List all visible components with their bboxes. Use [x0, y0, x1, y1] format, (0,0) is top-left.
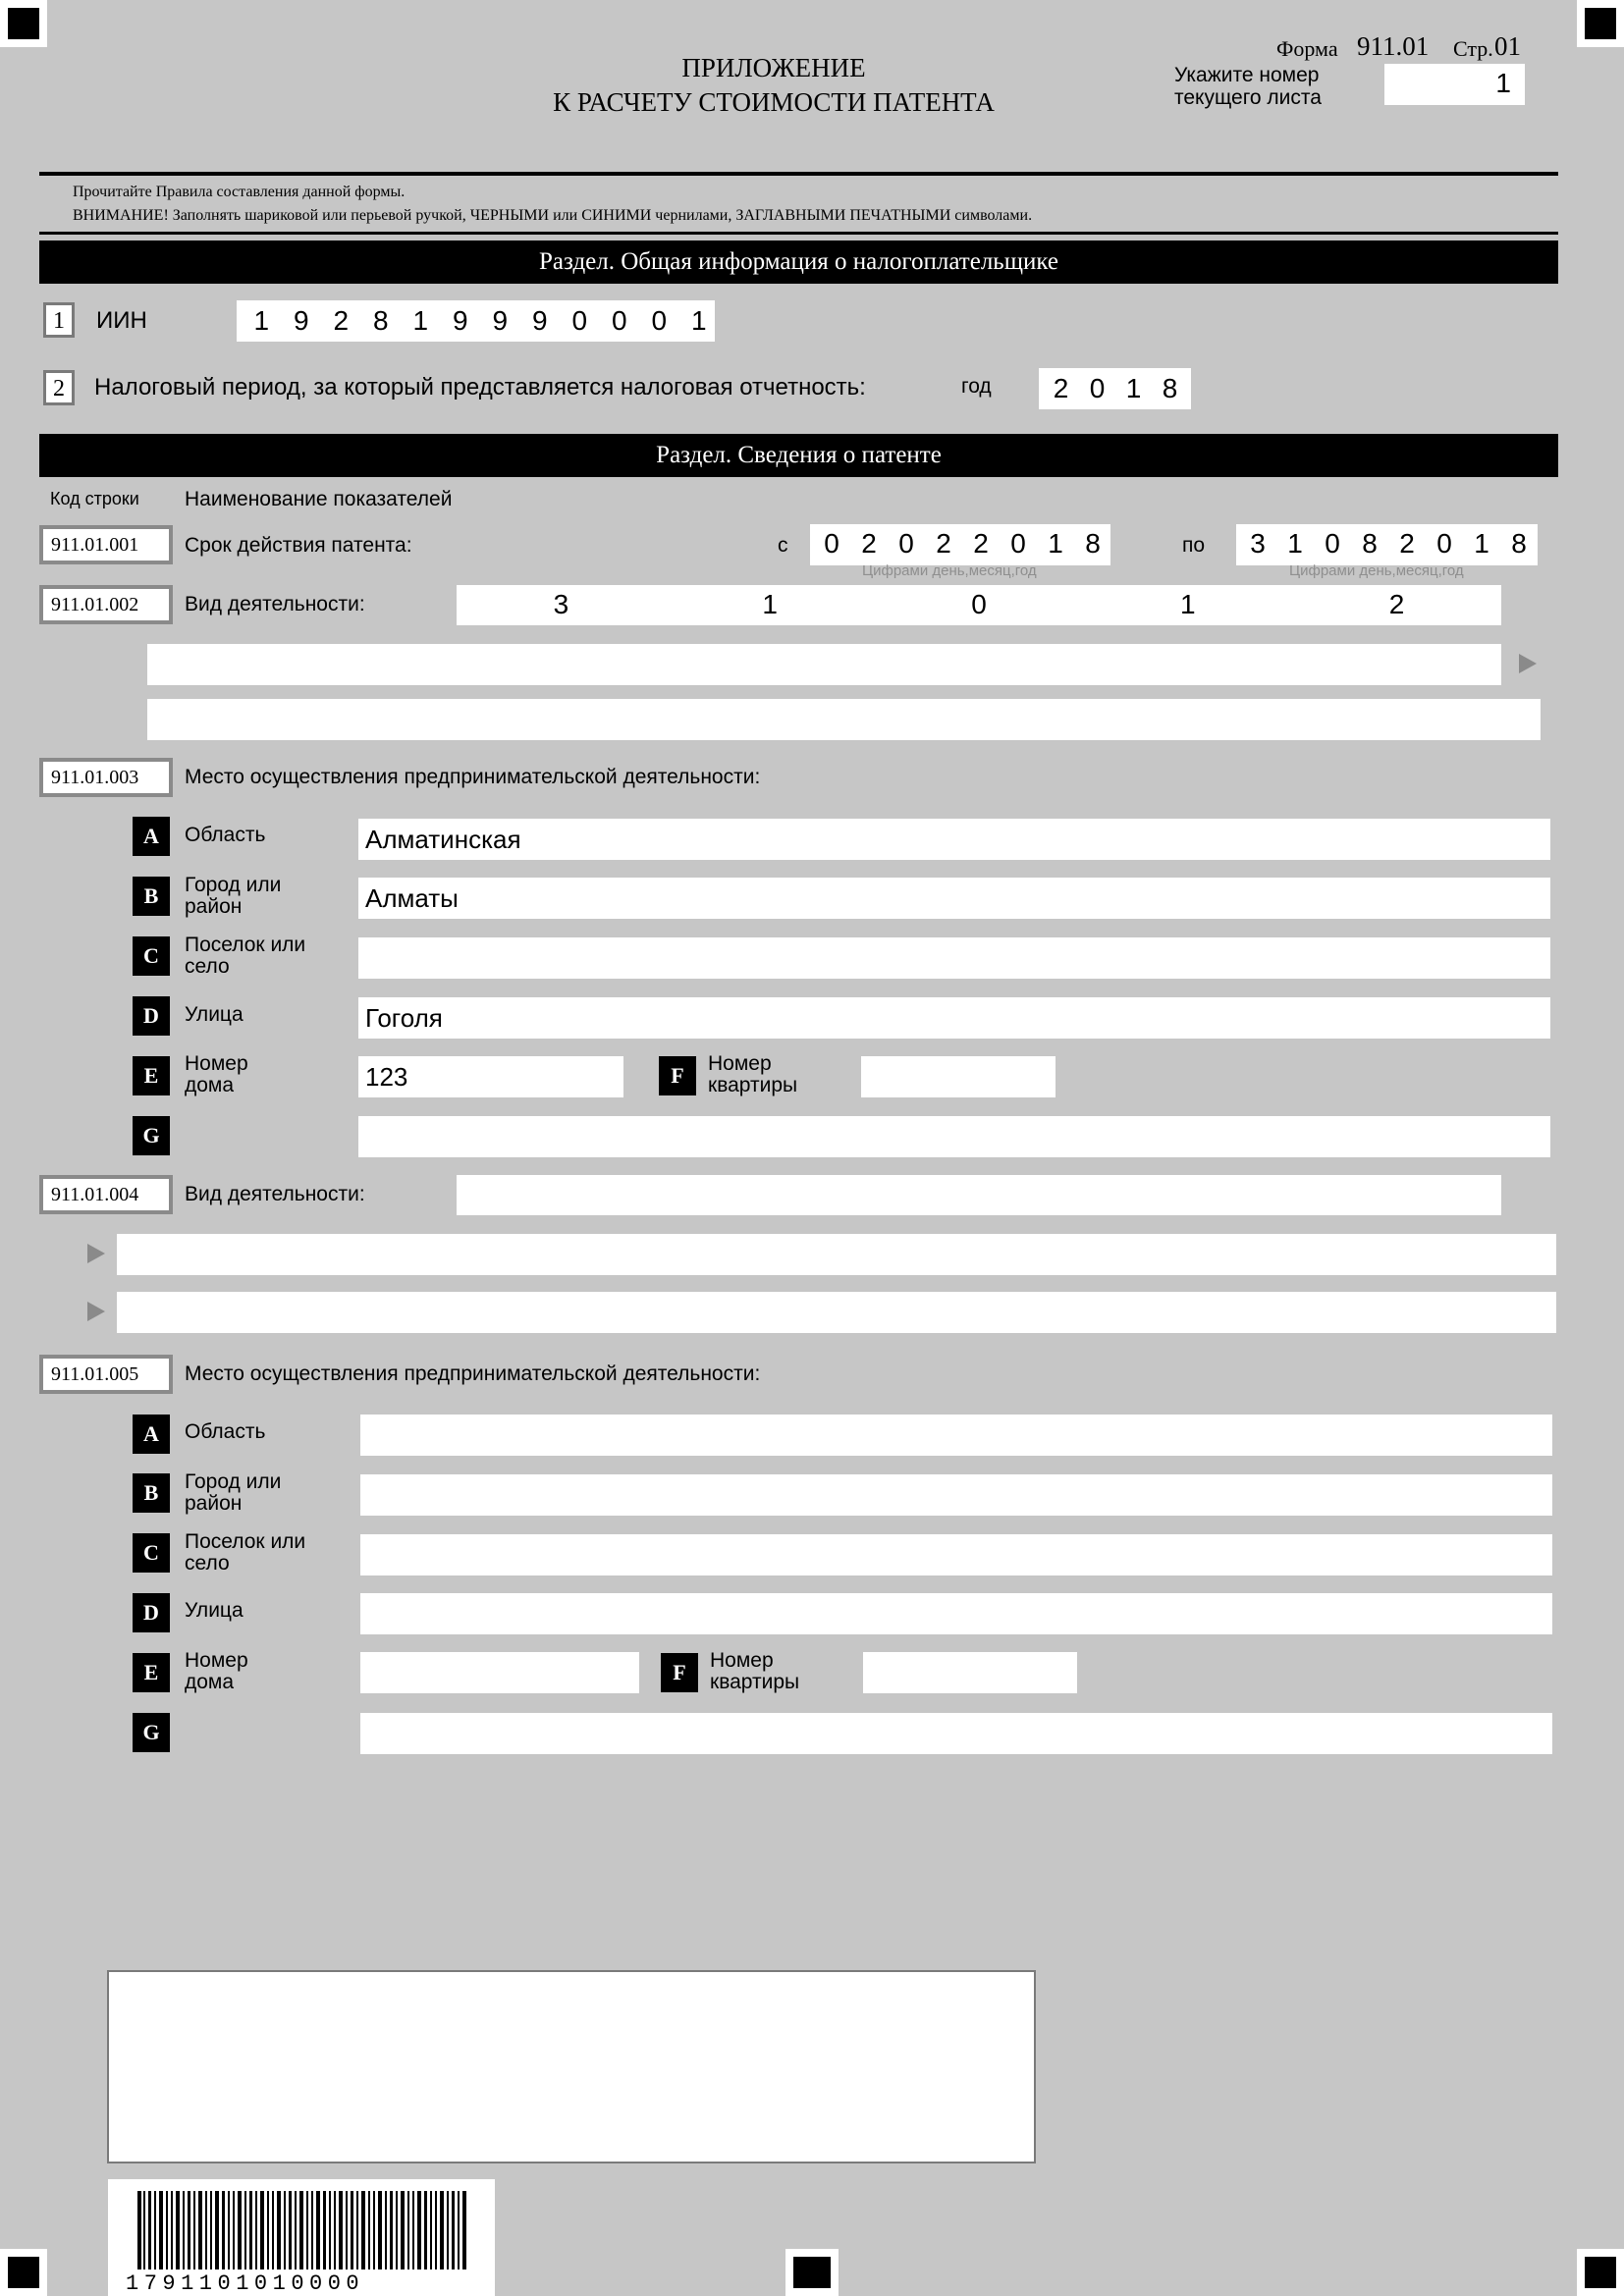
settlement-label-line1: Поселок или — [185, 934, 306, 956]
sheet-number-field[interactable] — [1384, 64, 1525, 105]
house-number-label-line2: дома — [185, 1074, 235, 1096]
to-date-digit: 1 — [1287, 528, 1303, 559]
city-label-2-line2: район — [185, 1492, 243, 1515]
house-number-label-2-line1: Номер — [185, 1649, 248, 1672]
sheet-number-value: 1 — [1495, 68, 1511, 98]
row-code-911-01-003: 911.01.003 — [39, 758, 173, 797]
house-number-field[interactable] — [358, 1056, 623, 1097]
to-date-digit: 8 — [1511, 528, 1527, 559]
business-location-label: Место осуществления предпринимательской деятельности: — [185, 766, 761, 788]
business-location-label-2: Место осуществления предпринимательской деятельности: — [185, 1362, 761, 1385]
apartment-number-field-2[interactable] — [863, 1652, 1077, 1693]
form-number: 911.01 — [1357, 31, 1430, 61]
from-label: с — [778, 534, 788, 557]
iin-digit: 8 — [372, 305, 389, 336]
activity-code-digit: 1 — [1180, 589, 1196, 619]
letter-g-marker: G — [133, 1713, 170, 1752]
patent-validity-label: Срок действия патента: — [185, 534, 412, 557]
apartment-number-label-2 — [710, 1650, 799, 1693]
from-date-digit: 0 — [898, 528, 914, 559]
settlement-label — [185, 934, 305, 978]
letter-f-marker: F — [659, 1056, 696, 1095]
from-date-digits — [813, 528, 1111, 560]
street-label-2: Улица — [185, 1599, 244, 1622]
year-digit: 2 — [1053, 373, 1069, 403]
house-number-label-line1: Номер — [185, 1052, 248, 1075]
activity-type-label-2: Вид деятельности: — [185, 1183, 365, 1205]
iin-digit: 1 — [253, 305, 270, 336]
notice-top-rule — [39, 172, 1558, 176]
page-number: 01 — [1494, 31, 1521, 61]
iin-digit: 2 — [333, 305, 350, 336]
year-digit: 8 — [1162, 373, 1178, 403]
apartment-number-field[interactable] — [861, 1056, 1056, 1097]
activity-name-field-4[interactable] — [117, 1292, 1556, 1333]
iin-digits — [242, 305, 719, 337]
to-date-digit: 1 — [1474, 528, 1489, 559]
activity-code-digit: 3 — [553, 589, 569, 619]
corner-mark-top-left — [0, 0, 47, 47]
letter-c-marker: C — [133, 936, 170, 976]
from-date-digit: 0 — [824, 528, 839, 559]
sheet-number-label-line1: Укажите номер — [1174, 64, 1320, 86]
house-number-label — [185, 1053, 248, 1096]
item-2-number: 2 — [43, 370, 75, 405]
sheet-number-label — [1174, 64, 1322, 109]
apartment-number-label-line2: квартиры — [708, 1074, 798, 1096]
notice-line2: ВНИМАНИЕ! Заполнять шариковой или перьевой ручкой, ЧЕРНЫМИ или СИНИМИ чернилами, ЗАГЛАВНЫМИ ПЕЧАТНЫМИ символами. — [73, 207, 1033, 224]
corner-mark-top-right — [1577, 0, 1624, 47]
iin-digit: 1 — [690, 305, 707, 336]
letter-e-marker: E — [133, 1056, 170, 1095]
letter-d-marker: D — [133, 1593, 170, 1632]
apartment-number-label-2-line1: Номер — [710, 1649, 774, 1672]
iin-digit: 0 — [651, 305, 668, 336]
corner-mark-bottom-right — [1577, 2249, 1624, 2296]
page-title-line2: К РАСЧЕТУ СТОИМОСТИ ПАТЕНТА — [553, 87, 995, 117]
house-number-label-2 — [185, 1650, 248, 1693]
house-number-label-2-line2: дома — [185, 1671, 235, 1693]
region-field-2[interactable] — [360, 1415, 1552, 1456]
row-code-911-01-001: 911.01.001 — [39, 525, 173, 564]
settlement-label-2-line2: село — [185, 1552, 230, 1575]
activity-code-field-2[interactable] — [457, 1175, 1501, 1215]
apartment-number-label — [708, 1053, 797, 1096]
letter-g-marker: G — [133, 1116, 170, 1155]
from-date-digit: 2 — [861, 528, 877, 559]
section-patent-header: Раздел. Сведения о патенте — [39, 434, 1558, 477]
activity-name-field-2[interactable] — [147, 699, 1541, 740]
iin-digit: 1 — [412, 305, 429, 336]
section-general-header: Раздел. Общая информация о налогоплательщике — [39, 240, 1558, 284]
from-date-digit: 0 — [1010, 528, 1026, 559]
year-digit: 0 — [1089, 373, 1106, 403]
page-title-line1: ПРИЛОЖЕНИЕ — [681, 53, 866, 82]
corner-mark-bottom-left — [0, 2249, 47, 2296]
city-label-2 — [185, 1471, 281, 1515]
city-label-line2: район — [185, 895, 243, 918]
region-label-2: Область — [185, 1420, 266, 1443]
activity-name-field-1[interactable] — [147, 644, 1501, 685]
page-title — [471, 51, 1076, 120]
letter-b-marker: B — [133, 1473, 170, 1513]
iin-digit: 9 — [293, 305, 309, 336]
to-date-hint: Цифрами день,месяц,год — [1289, 562, 1464, 579]
letter-a-marker: A — [133, 1415, 170, 1454]
letter-a-marker: A — [133, 817, 170, 856]
to-date-digit: 2 — [1399, 528, 1415, 559]
city-field[interactable] — [358, 878, 1550, 919]
to-date-digit: 0 — [1325, 528, 1340, 559]
triangle-right-icon — [1519, 654, 1537, 673]
corner-mark-bottom-center — [785, 2249, 839, 2296]
to-date-digits — [1239, 528, 1538, 560]
additional-address-field-2[interactable] — [360, 1713, 1552, 1754]
year-digit: 1 — [1125, 373, 1142, 403]
activity-code-digit: 2 — [1388, 589, 1405, 619]
from-date-digit: 2 — [936, 528, 951, 559]
to-date-digit: 8 — [1362, 528, 1378, 559]
barcode-text: 1791101010000 — [126, 2271, 365, 2296]
iin-digit: 9 — [492, 305, 509, 336]
page-label: Стр. — [1453, 36, 1493, 61]
year-digits — [1043, 373, 1188, 404]
activity-name-field-3[interactable] — [117, 1234, 1556, 1275]
street-value: Гоголя — [365, 1003, 443, 1033]
row-code-911-01-005: 911.01.005 — [39, 1355, 173, 1394]
to-label: по — [1182, 534, 1206, 557]
apartment-number-label-2-line2: квартиры — [710, 1671, 800, 1693]
house-number-value: 123 — [365, 1062, 408, 1092]
notice-bottom-rule — [39, 232, 1558, 235]
row-code-911-01-004: 911.01.004 — [39, 1175, 173, 1214]
form-label: Форма — [1276, 36, 1338, 61]
to-date-digit: 0 — [1436, 528, 1452, 559]
city-label-2-line1: Город или — [185, 1470, 282, 1493]
tax-period-label: Налоговый период, за который представляется налоговая отчетность: — [94, 374, 866, 400]
notice-line1: Прочитайте Правила составления данной формы. — [73, 184, 406, 200]
barcode — [108, 2179, 495, 2296]
activity-code-digit: 0 — [971, 589, 987, 619]
region-field[interactable] — [358, 819, 1550, 860]
letter-f-marker: F — [661, 1653, 698, 1692]
additional-address-field[interactable] — [358, 1116, 1550, 1157]
activity-code-digit: 1 — [762, 589, 778, 619]
region-value: Алматинская — [365, 825, 521, 854]
house-number-field-2[interactable] — [360, 1652, 639, 1693]
iin-digit: 9 — [452, 305, 468, 336]
settlement-label-2 — [185, 1531, 305, 1575]
triangle-right-icon — [87, 1244, 105, 1263]
city-field-2[interactable] — [360, 1474, 1552, 1516]
from-date-hint: Цифрами день,месяц,год — [862, 562, 1037, 579]
to-date-digit: 3 — [1250, 528, 1266, 559]
letter-e-marker: E — [133, 1653, 170, 1692]
triangle-right-icon — [87, 1302, 105, 1321]
letter-b-marker: B — [133, 877, 170, 916]
letter-d-marker: D — [133, 996, 170, 1036]
activity-code-digits — [457, 589, 1501, 620]
city-label — [185, 875, 281, 918]
iin-digit: 0 — [571, 305, 588, 336]
row-code-911-01-002: 911.01.002 — [39, 585, 173, 624]
settlement-field[interactable] — [358, 937, 1550, 979]
iin-label: ИИН — [96, 307, 147, 334]
settlement-label-2-line1: Поселок или — [185, 1530, 306, 1553]
stamp-box — [107, 1970, 1036, 2163]
settlement-label-line2: село — [185, 955, 230, 978]
from-date-digit: 8 — [1085, 528, 1101, 559]
column-code-header: Код строки — [50, 489, 139, 508]
iin-digit: 9 — [531, 305, 548, 336]
item-1-number: 1 — [43, 302, 75, 338]
city-label-line1: Город или — [185, 874, 282, 896]
sheet-number-label-line2: текущего листа — [1174, 86, 1322, 109]
from-date-digit: 2 — [973, 528, 989, 559]
street-field-2[interactable] — [360, 1593, 1552, 1634]
column-name-header: Наименование показателей — [185, 488, 453, 510]
settlement-field-2[interactable] — [360, 1534, 1552, 1575]
region-label: Область — [185, 824, 266, 846]
apartment-number-label-line1: Номер — [708, 1052, 772, 1075]
letter-c-marker: C — [133, 1533, 170, 1573]
activity-type-label: Вид деятельности: — [185, 593, 365, 615]
year-label: год — [961, 375, 992, 398]
from-date-digit: 1 — [1048, 528, 1063, 559]
iin-digit: 0 — [611, 305, 627, 336]
street-label: Улица — [185, 1003, 244, 1026]
street-field[interactable] — [358, 997, 1550, 1039]
city-value: Алматы — [365, 883, 459, 913]
